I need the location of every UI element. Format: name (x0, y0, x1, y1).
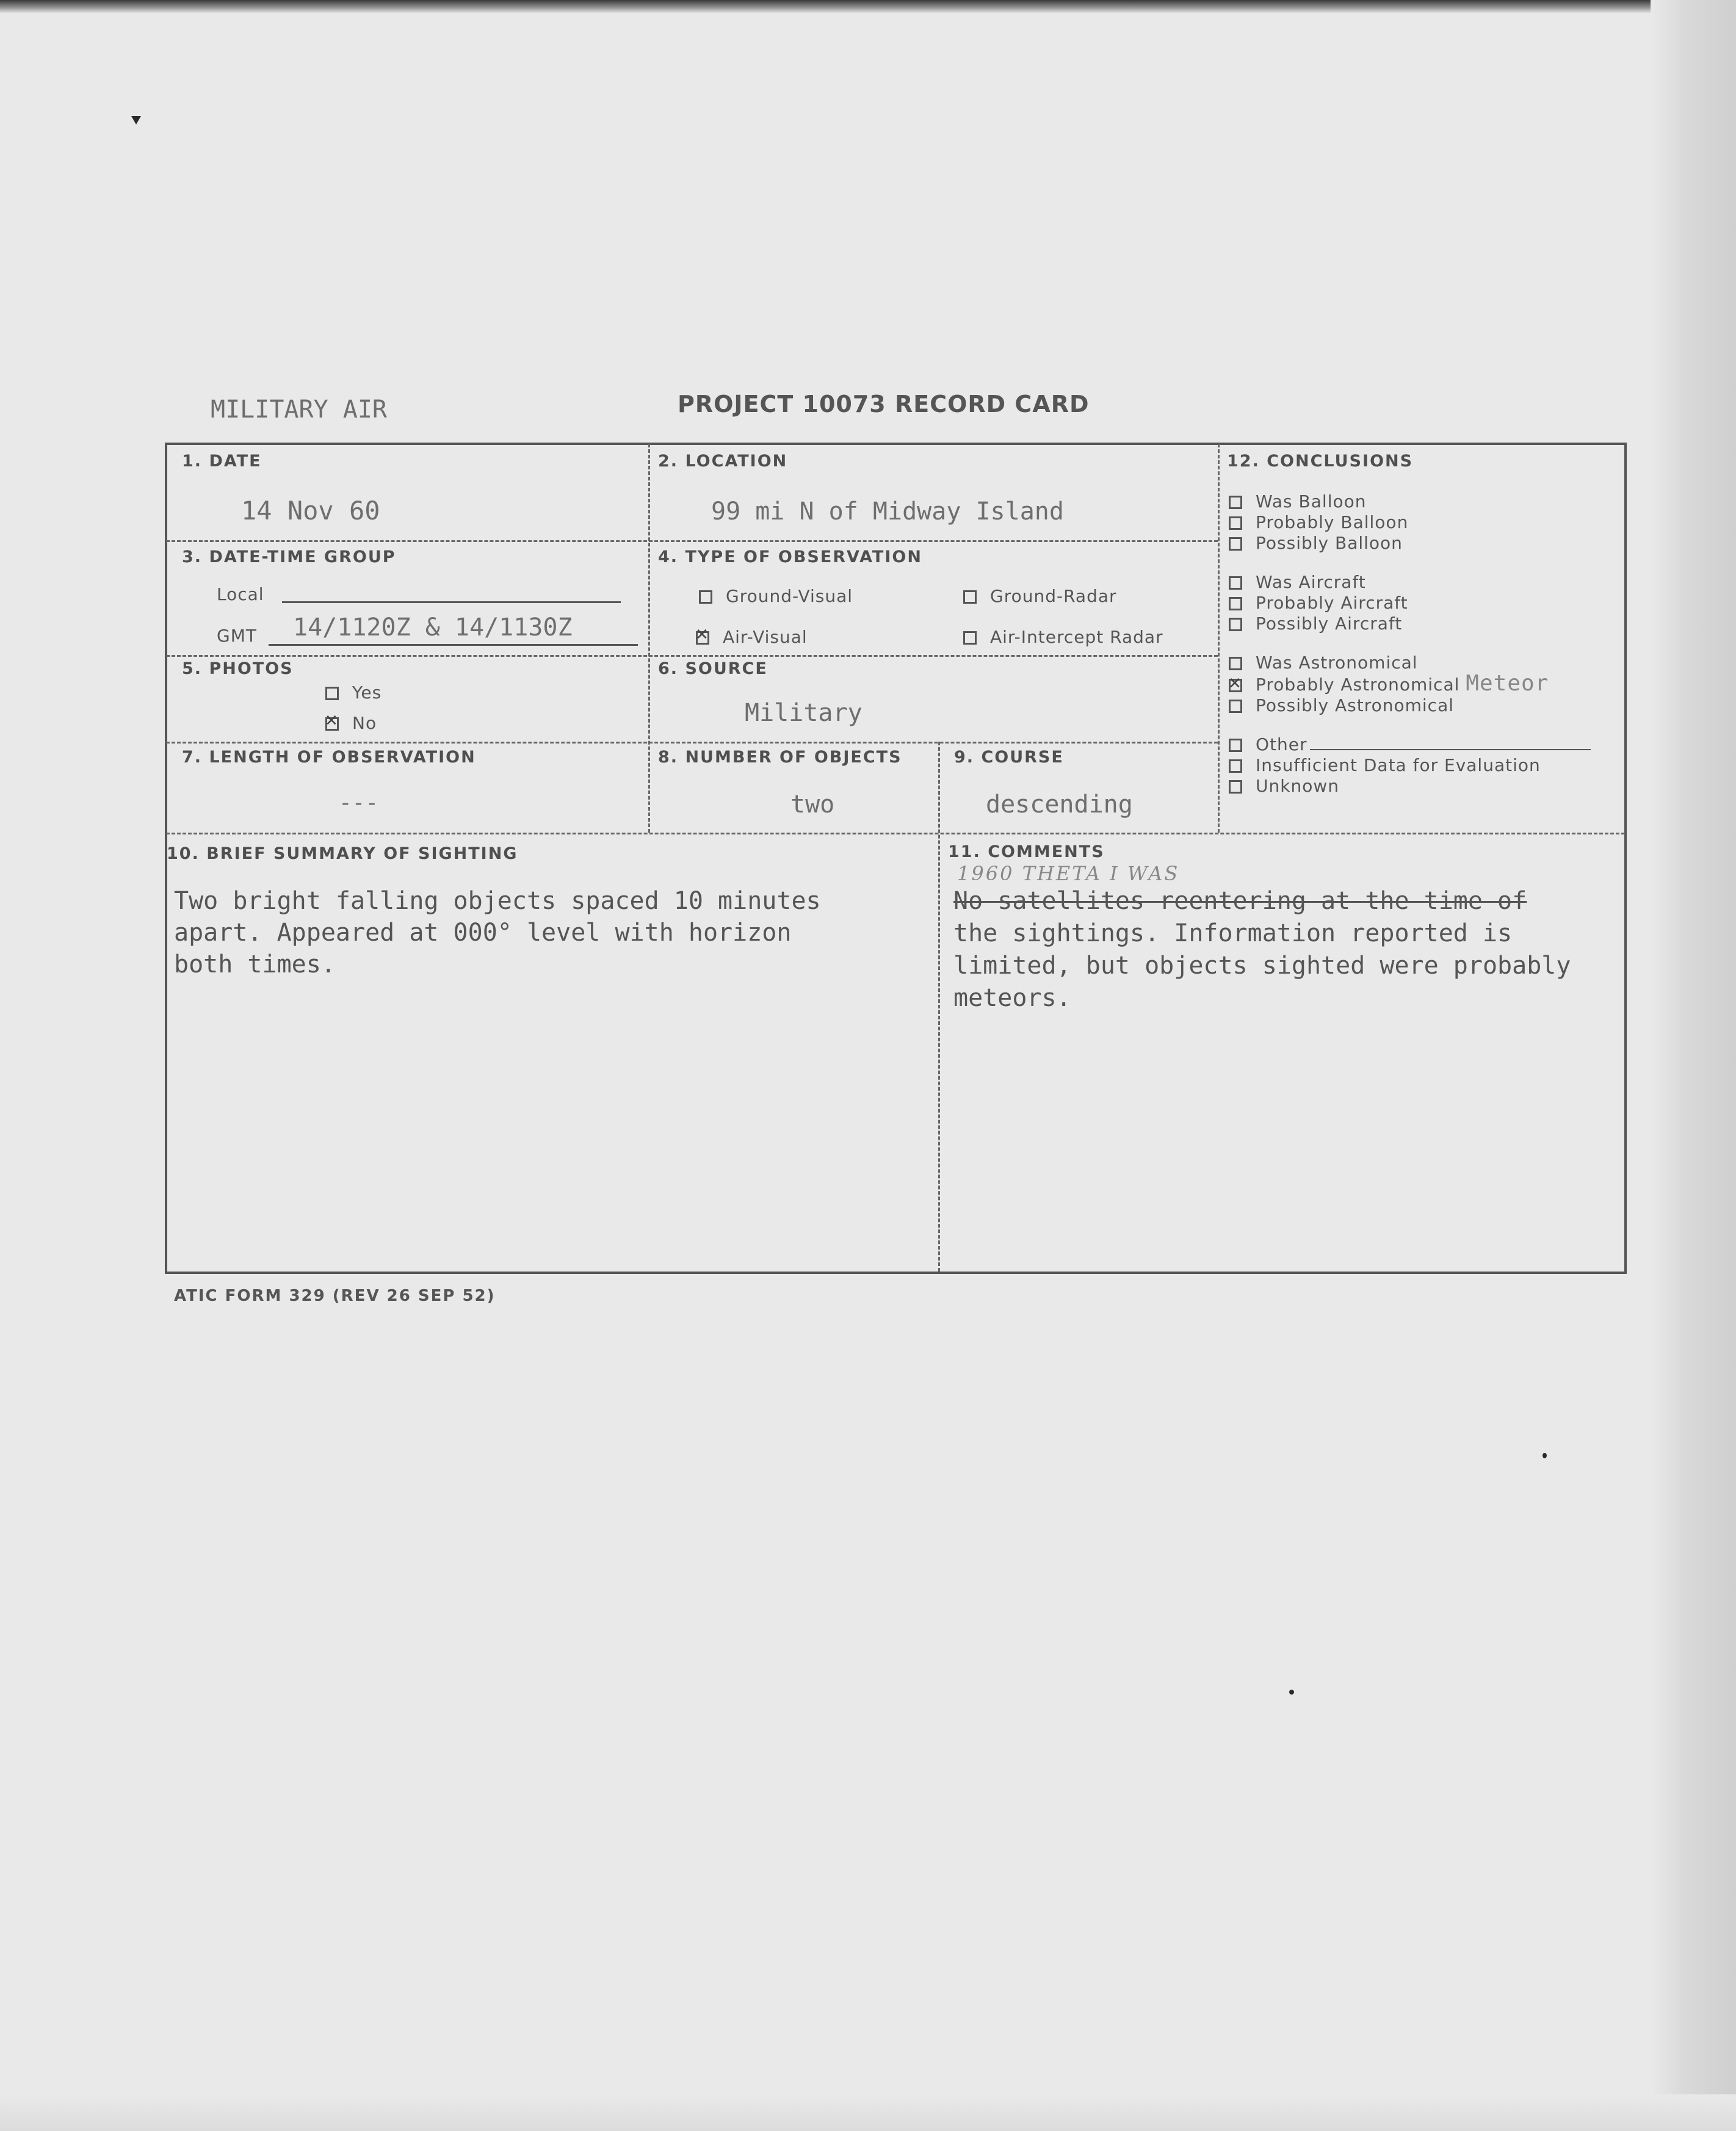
date-label: 1. DATE (182, 452, 262, 471)
conclusion-group (1229, 572, 1591, 634)
checked-checkbox[interactable] (1229, 679, 1242, 692)
number-value: two (790, 791, 835, 819)
conclusion-item: Unknown (1229, 776, 1591, 797)
source-label: 6. SOURCE (658, 659, 768, 678)
dust-speck (1543, 1453, 1547, 1458)
obs-ground-visual: Ground-Visual (699, 586, 853, 606)
conclusion-item: Was Astronomical (1229, 653, 1591, 673)
checkbox[interactable] (1229, 576, 1242, 590)
comments-line: the sightings. Information reported is (953, 919, 1513, 947)
comments-label: 11. COMMENTS (948, 842, 1105, 861)
conclusion-item: Was Balloon (1229, 491, 1591, 512)
checked-checkbox[interactable] (325, 717, 339, 731)
conclusions-label: 12. CONCLUSIONS (1227, 452, 1414, 471)
source-value: Military (745, 699, 863, 727)
obs-ground-radar: Ground-Radar (963, 586, 1117, 606)
checkbox[interactable] (1229, 537, 1242, 551)
checkbox[interactable] (1229, 759, 1242, 773)
obs-type-label: 4. TYPE OF OBSERVATION (658, 548, 922, 566)
card-category: MILITARY AIR (211, 396, 387, 424)
comments-text (953, 885, 1571, 1015)
film-edge-top (0, 0, 1736, 13)
conclusion-item: Possibly Balloon (1229, 533, 1591, 554)
dtg-gmt-line (269, 644, 638, 646)
photos-yes: Yes (325, 682, 382, 703)
corner-mark (131, 116, 141, 125)
conclusion-item: Probably Balloon (1229, 512, 1591, 533)
divider (166, 742, 1218, 743)
summary-text (174, 885, 821, 980)
divider (166, 833, 1625, 834)
checkbox[interactable] (1229, 739, 1242, 752)
checkbox[interactable] (699, 590, 712, 604)
length-value: --- (339, 791, 379, 816)
checkbox[interactable] (1229, 700, 1242, 713)
dtg-gmt-label: GMT (217, 626, 257, 646)
checkbox[interactable] (1229, 780, 1242, 794)
photos-no: ✕No (325, 713, 377, 733)
number-label: 8. NUMBER OF OBJECTS (658, 748, 902, 767)
comments-line: meteors. (953, 984, 1071, 1012)
checkbox[interactable] (1229, 496, 1242, 509)
conclusion-item: Other (1229, 734, 1591, 755)
checkbox[interactable] (325, 687, 339, 700)
comments-line: No satellites reentering at the time of (953, 887, 1527, 915)
location-value: 99 mi N of Midway Island (711, 497, 1064, 526)
obs-air-visual: ✕Air-Visual (696, 627, 808, 647)
conclusion-group (1229, 491, 1591, 554)
divider (166, 655, 1218, 657)
divider (166, 540, 1218, 542)
date-value: 14 Nov 60 (241, 496, 380, 526)
conclusion-note: Meteor (1466, 671, 1549, 696)
divider (648, 444, 650, 833)
checkbox[interactable] (1229, 657, 1242, 670)
checkbox[interactable] (963, 631, 977, 645)
conclusion-group (1229, 734, 1591, 797)
conclusion-item: Possibly Aircraft (1229, 613, 1591, 634)
summary-line: apart. Appeared at 000° level with horizon (174, 919, 792, 947)
film-edge-right (1651, 0, 1736, 2131)
dtg-local-line (282, 601, 621, 603)
checkbox[interactable] (1229, 618, 1242, 631)
form-number: ATIC FORM 329 (REV 26 SEP 52) (174, 1287, 496, 1305)
conclusion-group (1229, 653, 1591, 716)
summary-line: Two bright falling objects spaced 10 minutes (174, 887, 821, 915)
checkbox[interactable] (1229, 516, 1242, 530)
film-edge-bottom (0, 2094, 1736, 2131)
course-label: 9. COURSE (954, 748, 1064, 767)
location-label: 2. LOCATION (658, 452, 788, 471)
checked-checkbox[interactable] (696, 631, 709, 645)
card-title: PROJECT 10073 RECORD CARD (678, 391, 1090, 418)
conclusion-item: ✕Probably Astronomical Meteor (1229, 673, 1591, 695)
photos-label: 5. PHOTOS (182, 659, 294, 678)
course-value: descending (986, 791, 1133, 819)
checkbox[interactable] (963, 590, 977, 604)
conclusion-item: Was Aircraft (1229, 572, 1591, 593)
comments-handwriting: 1960 THETA I WAS (957, 862, 1180, 885)
conclusion-item: Insufficient Data for Evaluation (1229, 755, 1591, 776)
dust-speck (1289, 1690, 1294, 1695)
conclusion-item: Possibly Astronomical (1229, 695, 1591, 716)
dtg-gmt-value: 14/1120Z & 14/1130Z (293, 613, 573, 642)
dtg-local-label: Local (217, 584, 264, 604)
summary-label: 10. BRIEF SUMMARY OF SIGHTING (167, 844, 518, 863)
other-line (1310, 749, 1591, 750)
checkbox[interactable] (1229, 597, 1242, 610)
comments-line: limited, but objects sighted were probably (953, 952, 1571, 980)
obs-air-intercept-radar: Air-Intercept Radar (963, 627, 1163, 647)
conclusions-list (1229, 491, 1591, 797)
summary-line: both times. (174, 950, 336, 979)
divider (938, 742, 940, 1272)
length-label: 7. LENGTH OF OBSERVATION (182, 748, 476, 767)
dtg-label: 3. DATE-TIME GROUP (182, 548, 396, 566)
conclusion-item: Probably Aircraft (1229, 593, 1591, 613)
divider (1218, 444, 1220, 833)
